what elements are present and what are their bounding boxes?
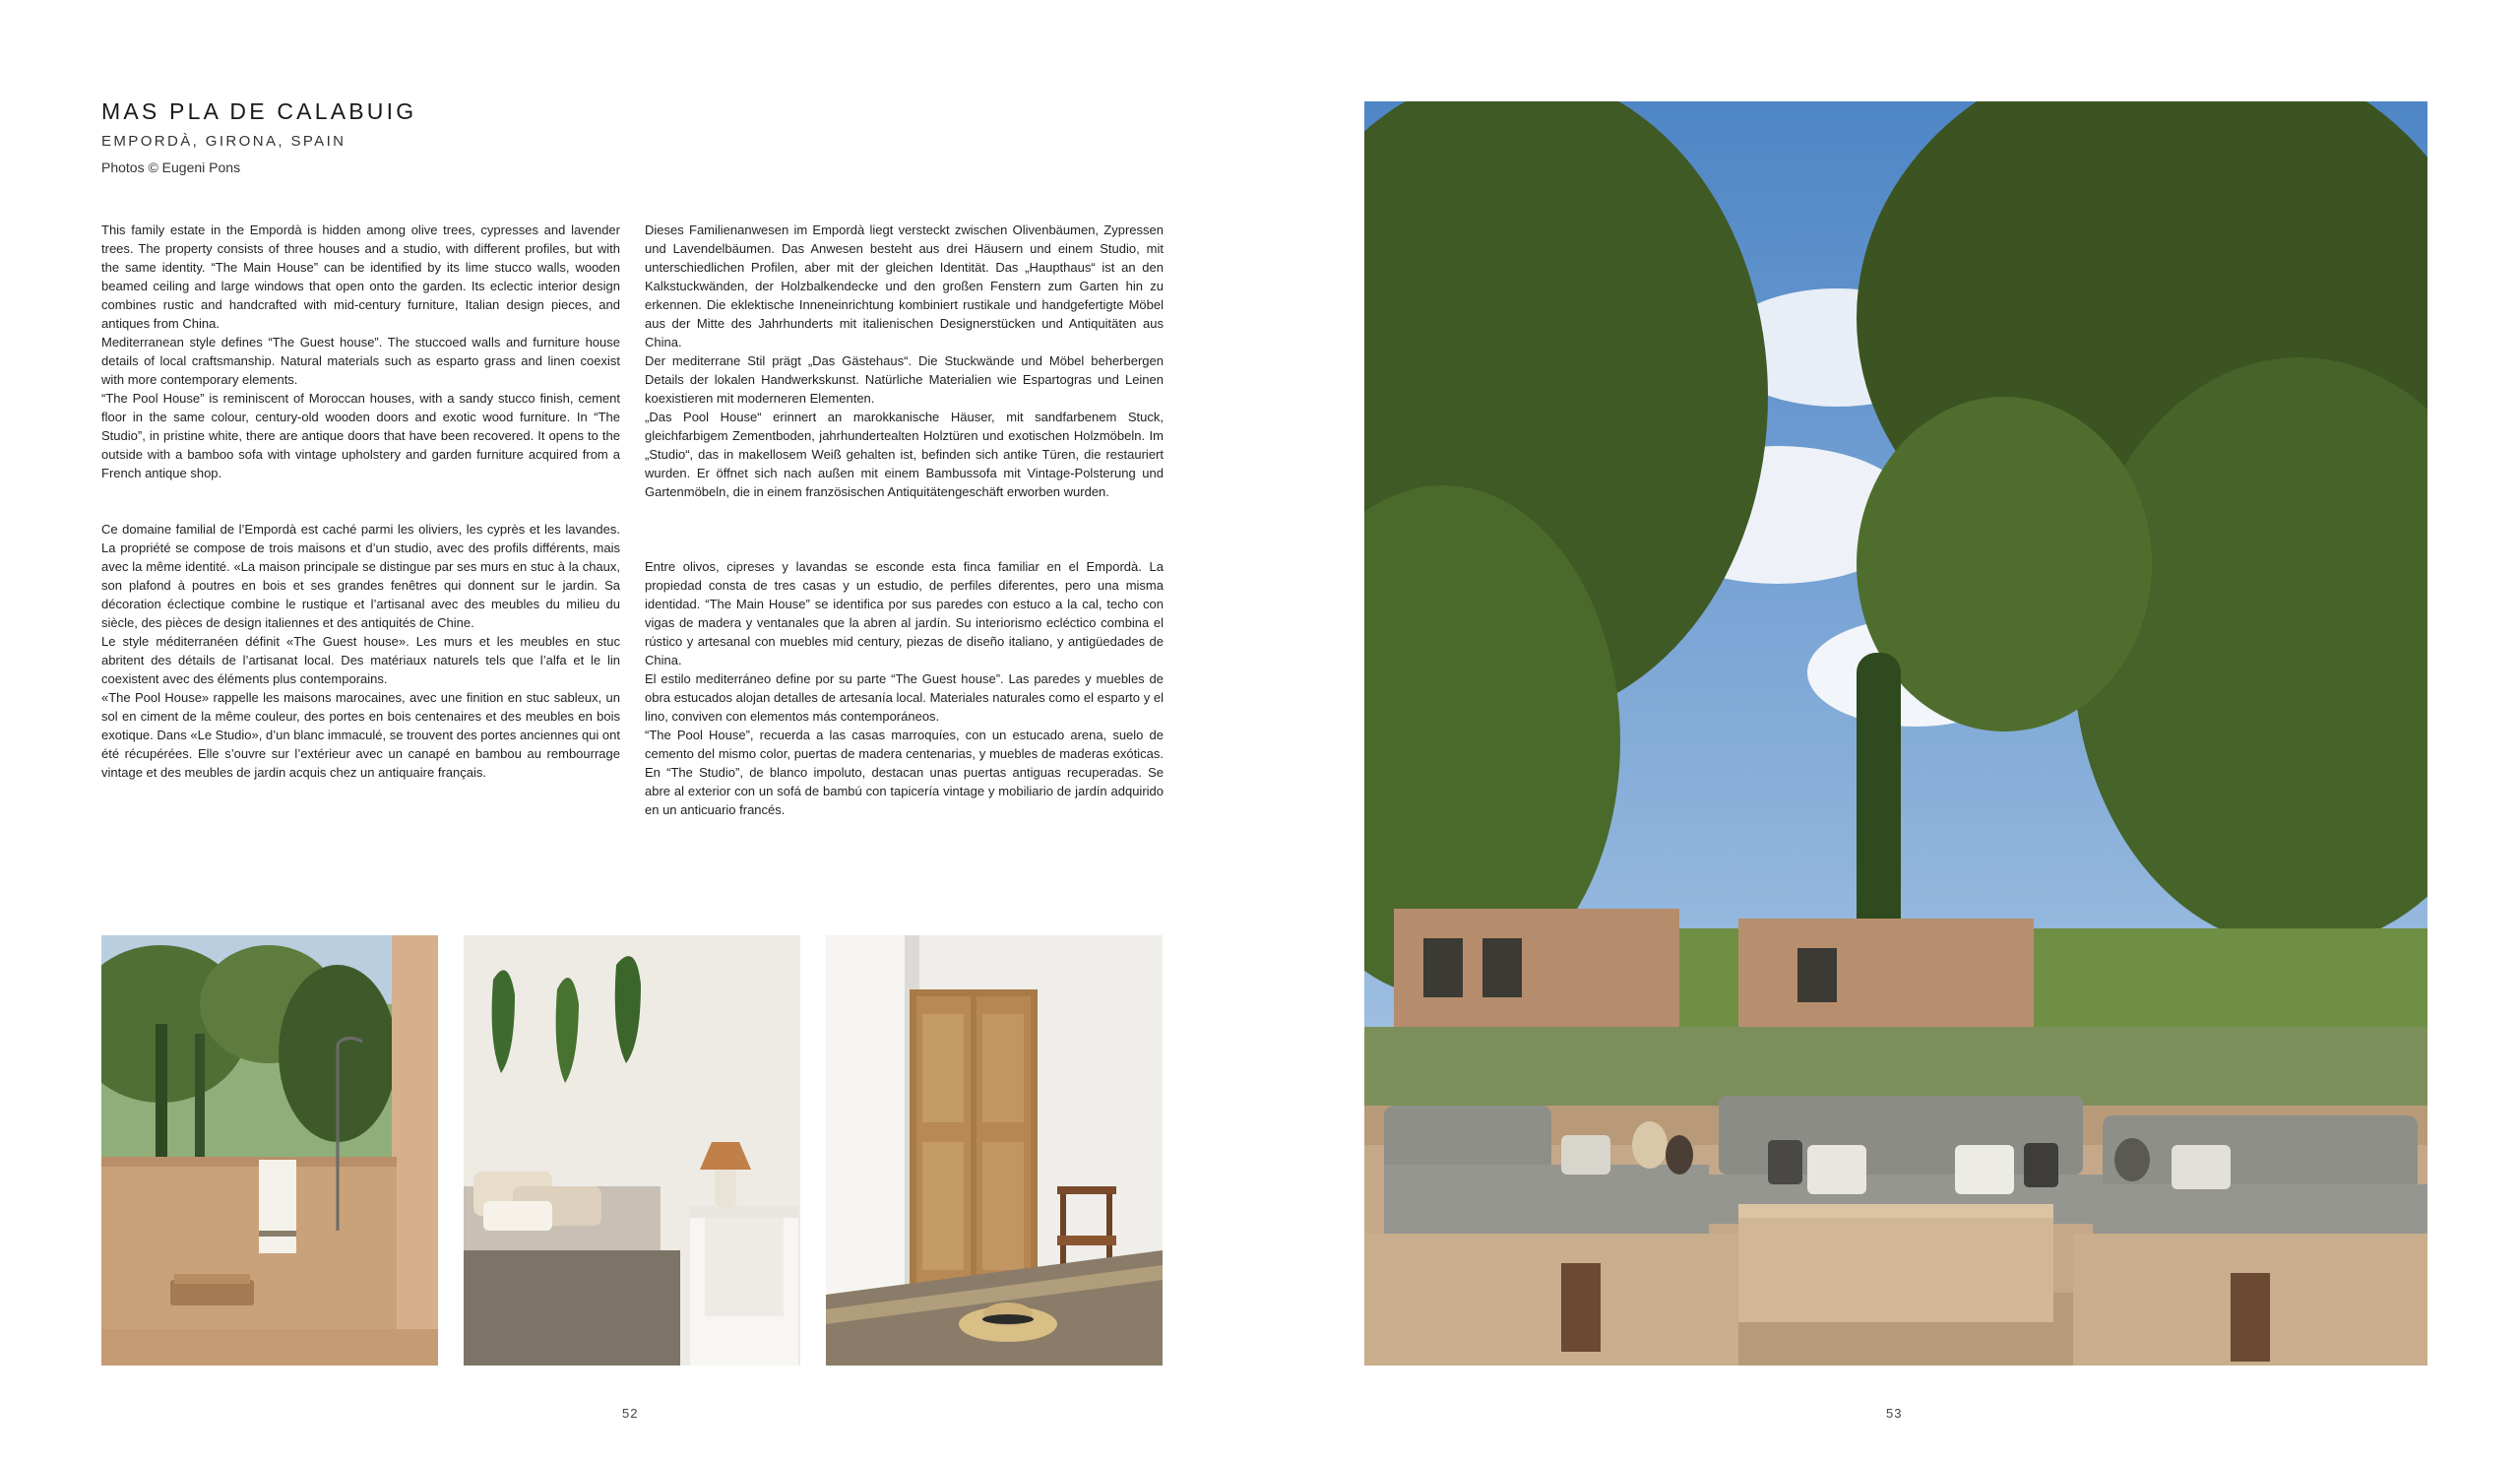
paragraph: Dieses Familienanwesen im Empordà liegt versteckt zwischen Olivenbäumen, Zypressen und Lavendelbäumen. Das Anwesen besteht aus drei Häusern und einem Studio, mit unterschiedlichen Profilen, aber mit der gleichen Identität. Das „Haupthaus“ ist an den Kalkstuckwänden, der Holzbalkendecke und den großen Fenstern zum Garten hin zu erkennen. Die eklektische Inneneinrichtung kombiniert rustikale und handgefertigte Möbel aus der Mitte des Jahrhunderts mit italienischen Designerstücken und Antiquitäten aus China. <box>645 222 1164 350</box>
paragraph: „Das Pool House“ erinnert an marokkanische Häuser, mit sandfarbenem Stuck, gleichfarbigem Zementboden, jahrhundertealten Holztüren und exotischen Holzmöbeln. Im „Studio“, das in makellosem Weiß gehalten ist, befinden sich antike Türen, die restauriert wurden. Er öffnet sich nach außen mit einem Bambussofa mit Vintage-Polsterung und Gartenmöbeln, die in einem französischen Antiquitätengeschäft erworben wurden. <box>645 410 1164 499</box>
photo-credit: Photos © Eugeni Pons <box>101 159 241 175</box>
page-number-right: 53 <box>1886 1406 1903 1421</box>
german-text-column <box>645 221 1164 501</box>
page-number-left: 52 <box>622 1406 639 1421</box>
paragraph: Entre olivos, cipreses y lavandas se esconde esta finca familiar en el Empordà. La propiedad consta de tres casas y un estudio, de perfiles diferentes, pero una misma identidad. “The Main House” se identifica por sus paredes con estuco a la cal, techo con vigas de madera y ventanales que la abren al jardín. Su interiorismo ecléctico combina el rústico y artesanal con muebles mid century, piezas de diseño italiano, y antigüedades de China. <box>645 559 1164 667</box>
paragraph: “The Pool House” is reminiscent of Moroccan houses, with a sandy stucco finish, cement floor in the same colour, century-old wooden doors and exotic wood furniture. In “The Studio”, in pristine white, there are antique doors that have been recovered. It opens to the outside with a bamboo sofa with vintage upholstery and garden furniture acquired from a French antique shop. <box>101 391 620 480</box>
bedroom-photo <box>464 935 800 1366</box>
paragraph: Le style méditerranéen définit «The Guest house». Les murs et les meubles en stuc abritent des détails de l’artisanat local. Des matériaux naturels tels que l’alfa et le lin coexistent avec des éléments plus contemporains. <box>101 634 620 686</box>
paragraph: Ce domaine familial de l’Empordà est caché parmi les oliviers, les cyprès et les lavandes. La propriété se compose de trois maisons et d’un studio, avec des profils différents, mais avec la même identité. «La maison principale se distingue par ses murs en stuc à la chaux, son plafond à poutres en bois et ses grandes fenêtres qui donnent sur le jardin. Sa décoration éclectique combine le rustique et l’artisanal avec des meubles du milieu du siècle, des pièces de design italiennes et des antiquités de Chine. <box>101 522 620 630</box>
outdoor-shower-photo <box>101 935 438 1366</box>
paragraph: “The Pool House”, recuerda a las casas marroquíes, con un estucado arena, suelo de cemento del mismo color, puertas de madera centenarias, y muebles de maderas exóticas. En “The Studio”, de blanco impoluto, destacan unas puertas antiguas recuperadas. Se abre al exterior con un sofá de bambú con tapicería vintage y mobiliario de jardín adquirido en un anticuario francés. <box>645 728 1164 817</box>
paragraph: «The Pool House» rappelle les maisons marocaines, avec une finition en stuc sableux, un sol en ciment de la même couleur, des portes en bois centenaires et des meubles en bois exotique. Dans «Le Studio», d’un blanc immaculé, se trouvent des portes anciennes qui ont été récupérées. Elle s’ouvre sur l’extérieur avec un canapé en bambou au rembourrage vintage et des meubles de jardin acquis chez un antiquaire français. <box>101 690 620 780</box>
page-title: MAS PLA DE CALABUIG <box>101 98 417 124</box>
paragraph: Der mediterrane Stil prägt „Das Gästehaus“. Die Stuckwände und Möbel beherbergen Details der lokalen Handwerkskunst. Natürliche Materialien wie Espartogras und Leinen koexistieren mit moderneren Elementen. <box>645 353 1164 406</box>
spanish-text-column <box>645 557 1164 819</box>
paragraph: Mediterranean style defines “The Guest house”. The stuccoed walls and furniture house details of local craftsmanship. Natural materials such as esparto grass and linen coexist with more contemporary elements. <box>101 335 620 387</box>
english-text-column <box>101 221 620 482</box>
french-text-column <box>101 520 620 782</box>
paragraph: El estilo mediterráneo define por su parte “The Guest house”. Las paredes y muebles de obra estucados alojan detalles de artesanía local. Materiales naturales como el esparto y el lino, conviven con elementos más contemporáneos. <box>645 671 1164 724</box>
antique-doors-photo <box>826 935 1163 1366</box>
garden-seating-photo <box>1364 101 2427 1366</box>
location-subtitle: EMPORDÀ, GIRONA, SPAIN <box>101 133 346 150</box>
paragraph: This family estate in the Empordà is hidden among olive trees, cypresses and lavender trees. The property consists of three houses and a studio, with different profiles, but with the same identity. “The Main House” can be identified by its lime stucco walls, wooden beamed ceiling and large windows that open onto the garden. Its eclectic interior design combines rustic and handcrafted with mid-century furniture, Italian design pieces, and antiques from China. <box>101 222 620 331</box>
